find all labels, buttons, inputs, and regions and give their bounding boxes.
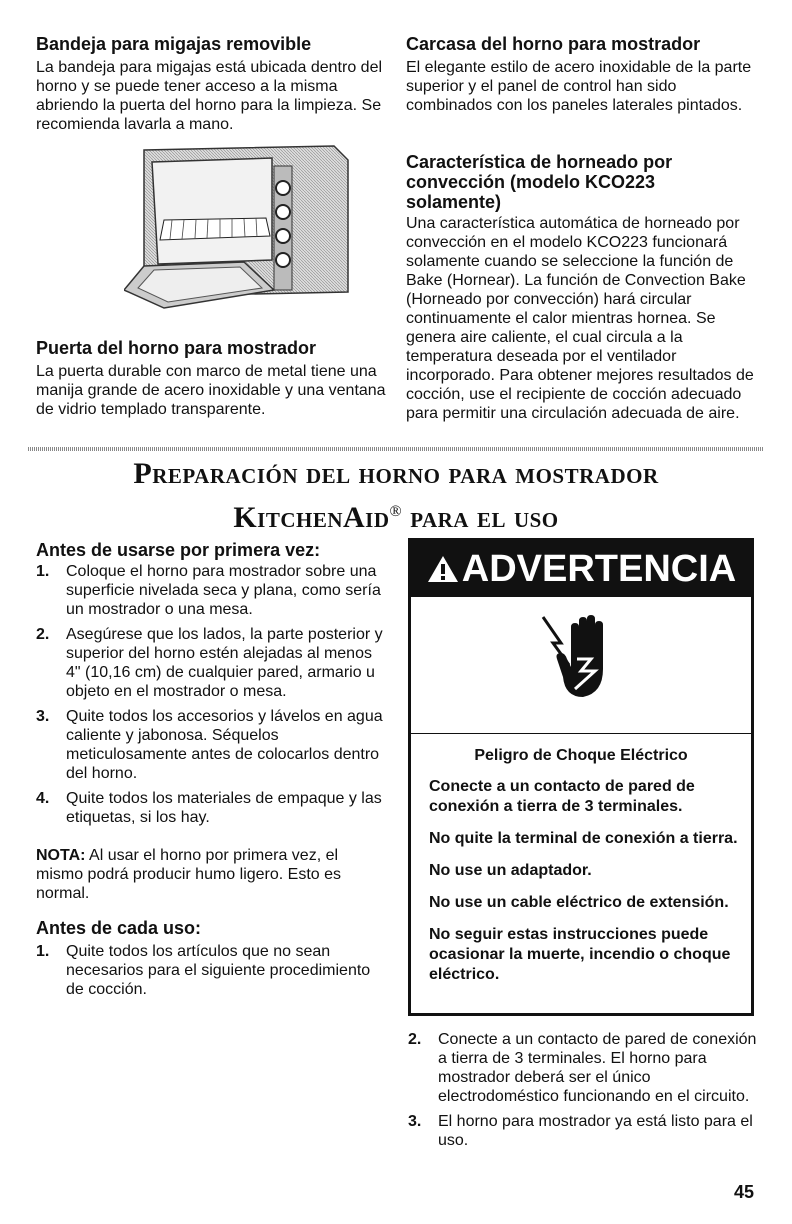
list-item: 4. Quite todos los materiales de empaque y las etiquetas, si los hay. <box>36 790 382 826</box>
convection-text: Una característica automática de horneado por convección en el modelo KCO223 funcionará solamente cuando se seleccione la función de Bake (Hornear). La función de Convection Bake (Horneado por convección) hará circular continuamente el calor mientras hornea. Se genera aire caliente, el cual circula a la temperatura deseada por el ventilador incorporado. Para obtener mejores resultados de cocción, use el recipiente de cocción adecuado para permitir una circulación adecuada de aire. <box>406 215 754 422</box>
page-number: 45 <box>733 1182 754 1202</box>
right-steps <box>408 1030 758 1156</box>
note-text: Al usar el horno por primera vez, el mismo podrá producir humo ligero. Esto es normal. <box>36 847 342 902</box>
warning-line: No quite la terminal de conexión a tierra. <box>429 830 738 847</box>
warning-line: Conecte a un contacto de pared de conexión a tierra de 3 terminales. <box>429 778 695 815</box>
section-title-line1: Preparación del horno para mostrador <box>133 457 659 490</box>
tray-text: La bandeja para migajas está ubicada dentro del horno y se puede tener acceso a la misma abriendo la puerta del horno para la limpieza. Se recomienda lavarla a mano. <box>36 59 383 133</box>
warning-lines <box>429 777 741 997</box>
convection-heading: Característica de horneado por convección (modelo KCO223 solamente) <box>406 152 673 212</box>
casing-text: El elegante estilo de acero inoxidable de la parte superior y el panel de control han sido combinados con los paneles laterales pintados. <box>406 59 752 114</box>
list-item: 2. Conecte a un contacto de pared de conexión a tierra de 3 terminales. El horno para mostrador deberá ser el único electrodoméstico funcionando en el circuito. <box>408 1031 757 1105</box>
section-divider <box>28 447 764 451</box>
section-title-line2 <box>0 494 792 536</box>
warning-header-text: ADVERTENCIA <box>461 548 737 590</box>
door-text: La puerta durable con marco de metal tiene una manija grande de acero inoxidable y una ventana de vidrio templado transparente. <box>36 363 386 418</box>
warning-line: No use un cable eléctrico de extensión. <box>429 894 729 911</box>
brand-name: KitchenAid <box>233 501 390 534</box>
warning-header <box>411 541 751 597</box>
note-label: NOTA: <box>36 847 86 864</box>
list-item: 2. Asegúrese que los lados, la parte posterior y superior del horno estén alejadas al menos 4" (10,16 cm) de cualquier pared, armario u objeto en el mostrador o mesa. <box>36 626 383 700</box>
door-heading: Puerta del horno para mostrador <box>36 338 317 358</box>
list-item: 3. Quite todos los accesorios y lávelos en agua caliente y jabonosa. Séquelos meticulosamente antes de colocarlos dentro del horno. <box>36 708 383 782</box>
first-use-steps <box>36 562 386 833</box>
each-use-steps <box>36 942 386 1005</box>
section-title-rest: para el uso <box>402 501 559 534</box>
before-each-use-heading: Antes de cada uso: <box>36 918 202 938</box>
warning-line: No use un adaptador. <box>429 862 592 879</box>
warning-triangle-icon <box>426 554 460 584</box>
warning-box <box>408 538 754 1016</box>
warning-divider <box>411 733 751 734</box>
electric-shock-hand-icon <box>539 613 629 703</box>
casing-heading: Carcasa del horno para mostrador <box>406 34 701 54</box>
tray-heading: Bandeja para migajas removible <box>36 34 312 54</box>
list-item: 1. Coloque el horno para mostrador sobre una superficie nivelada seca y plana, como sería un mostrador o una mesa. <box>36 563 381 618</box>
toaster-oven-illustration <box>124 140 352 310</box>
list-item: 3. El horno para mostrador ya está listo para el uso. <box>408 1113 753 1149</box>
warning-line: No seguir estas instrucciones puede ocasionar la muerte, incendio o choque eléctrico. <box>429 926 731 983</box>
before-first-use-heading: Antes de usarse por primera vez: <box>36 540 321 560</box>
note-paragraph <box>36 846 386 903</box>
warning-subtitle: Peligro de Choque Eléctrico <box>474 747 688 764</box>
registered-mark: ® <box>389 503 403 520</box>
list-item: 1. Quite todos los artículos que no sean necesarios para el siguiente procedimiento de cocción. <box>36 943 371 998</box>
